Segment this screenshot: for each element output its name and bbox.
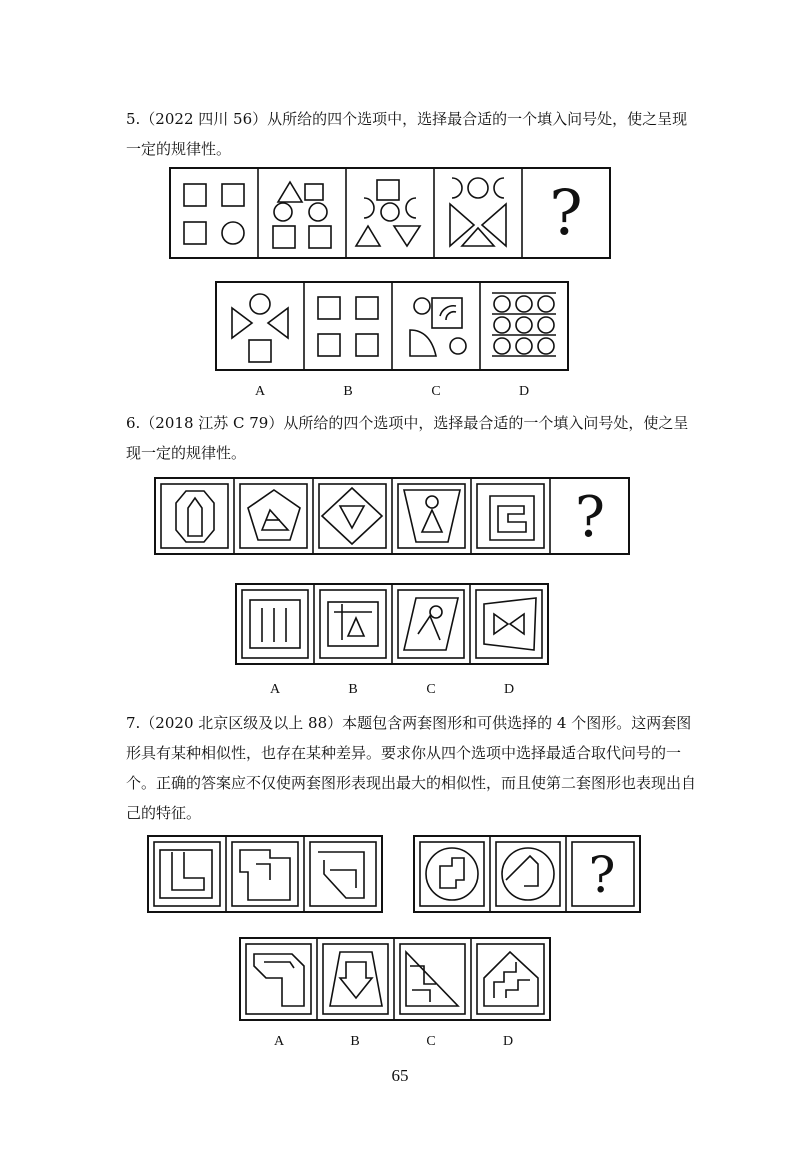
q5-question-mark: ? — [549, 176, 583, 249]
q7-options-row — [240, 938, 550, 1020]
question-5-text: 5.（2022 四川 56）从所给的四个选项中，选择最合适的一个填入问号处，使之呈现一定的规律性。 — [126, 110, 688, 158]
page-number: 65 — [391, 1066, 409, 1085]
q5-option-a-label: A — [254, 384, 266, 399]
q7-option-d-label: D — [502, 1034, 514, 1049]
q7-option-a-label: A — [273, 1034, 285, 1049]
q6-question-mark: ? — [574, 485, 606, 550]
q7-option-c-label: C — [426, 1034, 436, 1049]
question-7-text: 7.（2020 北京区级及以上 88）本题包含两套图形和可供选择的 4 个图形。这两套图形具有某种相似性，也存在某种差异。要求你从四个选项中选择最适合取代问号的一个。正确的答案应不仅使两套图形表现出最大的相似性，而且使第二套图形也表现出自己的特征。 — [126, 714, 697, 822]
q7-question-mark: ? — [588, 846, 616, 904]
q5-option-c-label: C — [431, 384, 441, 399]
q6-option-b-label: B — [348, 682, 358, 697]
q6-option-d-label: D — [503, 682, 515, 697]
question-6-text: 6.（2018 江苏 C 79）从所给的四个选项中，选择最合适的一个填入问号处，使之呈现一定的规律性。 — [126, 414, 689, 462]
q6-question-row — [155, 478, 629, 554]
q5-option-d-label: D — [518, 384, 530, 399]
q7-question-row — [148, 836, 640, 912]
q5-options-row — [216, 282, 568, 370]
q7-option-b-label: B — [350, 1034, 360, 1049]
q6-option-c-label: C — [426, 682, 436, 697]
q6-options-row — [236, 584, 548, 664]
q5-option-b-label: B — [343, 384, 353, 399]
q6-option-a-label: A — [269, 682, 281, 697]
q5-question-row — [170, 168, 610, 258]
